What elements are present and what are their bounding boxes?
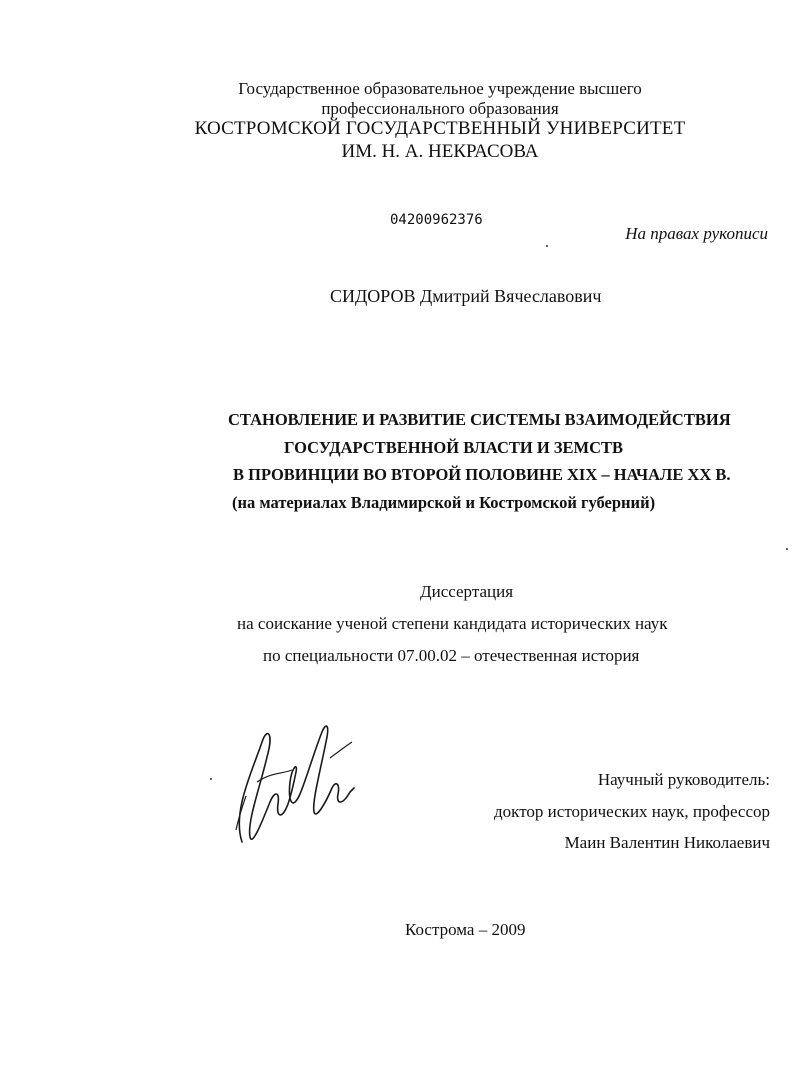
scan-speck: [546, 245, 548, 247]
title-line-1: СТАНОВЛЕНИЕ И РАЗВИТИЕ СИСТЕМЫ ВЗАИМОДЕЙСТВИЯ: [228, 410, 731, 429]
dissertation-purpose: на соискание ученой степени кандидата исторических наук: [237, 614, 668, 633]
registration-number: 04200962376: [390, 212, 483, 228]
institution-line-2: профессионального образования: [321, 99, 559, 118]
title-line-2: ГОСУДАРСТВЕННОЙ ВЛАСТИ И ЗЕМСТВ: [284, 438, 624, 457]
supervisor-label: Научный руководитель:: [597, 770, 770, 789]
place-and-year: Кострома – 2009: [405, 920, 526, 939]
manuscript-rights-note: На правах рукописи: [625, 224, 768, 243]
scan-speck: [210, 778, 212, 780]
title-line-4: (на материалах Владимирской и Костромской губерний): [232, 493, 656, 512]
institution-line-1: Государственное образовательное учреждение высшего: [238, 79, 642, 98]
supervisor-degree: доктор исторических наук, профессор: [494, 802, 770, 821]
dissertation-specialty: по специальности 07.00.02 – отечественная история: [263, 646, 640, 665]
title-line-3: В ПРОВИНЦИИ ВО ВТОРОЙ ПОЛОВИНЕ XIX – НАЧАЛЕ XX В.: [233, 465, 731, 484]
university-name-suffix: ИМ. Н. А. НЕКРАСОВА: [341, 141, 539, 162]
author-name: СИДОРОВ Дмитрий Вячеславович: [330, 286, 602, 306]
dissertation-label: Диссертация: [420, 582, 514, 601]
scan-speck: [786, 548, 788, 550]
supervisor-name: Маин Валентин Николаевич: [564, 833, 770, 852]
author-signature: [222, 712, 362, 852]
university-name: КОСТРОМСКОЙ ГОСУДАРСТВЕННЫЙ УНИВЕРСИТЕТ: [194, 118, 686, 139]
